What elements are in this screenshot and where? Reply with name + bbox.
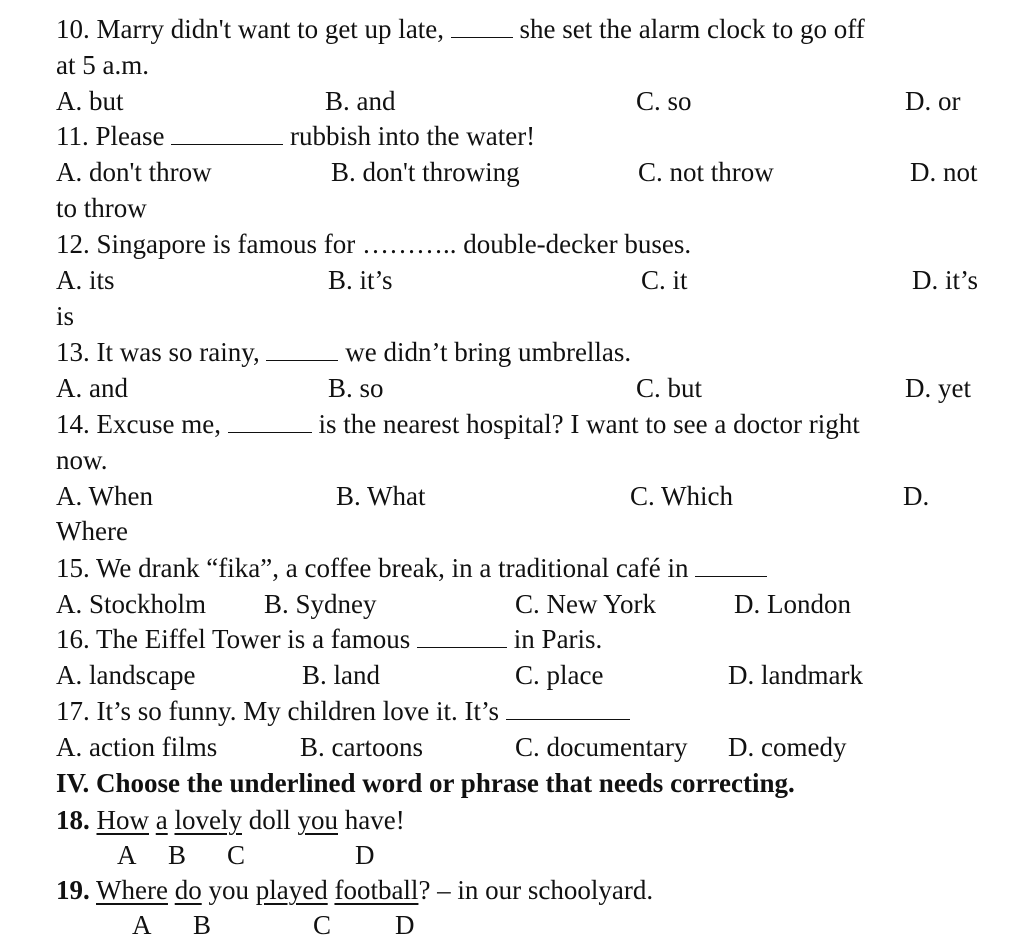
q17-option-b: B. cartoons	[300, 732, 423, 762]
q10-text-before-blank: 10. Marry didn't want to get up late,	[56, 14, 445, 44]
q18-underlined-d: you	[297, 805, 338, 835]
q13-text-after-blank: we didn’t bring umbrellas.	[345, 337, 632, 367]
q19-text-end: ? – in our schoolyard.	[418, 875, 654, 905]
q14-option-a: A. When	[56, 481, 153, 511]
q10-text-after-blank: she set the alarm clock to go off	[519, 14, 865, 44]
q17-option-c: C. documentary	[515, 732, 688, 762]
q16-option-a: A. landscape	[56, 660, 196, 690]
q18-letter-a: A	[117, 840, 137, 870]
q11-option-d: D. not	[910, 157, 978, 187]
q16-option-b: B. land	[302, 660, 380, 690]
q12-option-c: C. it	[641, 265, 688, 295]
q19-underlined-d: football	[334, 875, 419, 905]
q18-letter-d: D	[355, 840, 375, 870]
q15-option-c: C. New York	[515, 589, 657, 619]
q13-option-c: C. but	[636, 373, 703, 403]
q19-letter-a: A	[132, 910, 152, 940]
q18-underlined-b: a	[155, 805, 168, 835]
q16-option-c: C. place	[515, 660, 604, 690]
q11-text-before-blank: 11. Please	[56, 121, 165, 151]
q17-text: 17. It’s so funny. My children love it. It’s	[56, 696, 499, 726]
q10-blank	[451, 13, 513, 38]
q14-blank	[228, 408, 312, 433]
q10-option-c: C. so	[636, 86, 692, 116]
q14-option-d-wrap: Where	[56, 516, 128, 546]
q18-number: 18.	[56, 805, 90, 835]
question-18-stem	[56, 803, 405, 837]
q11-option-d-wrap: to throw	[56, 193, 147, 223]
q18-underlined-c: lovely	[174, 805, 242, 835]
q12-option-a: A. its	[56, 265, 115, 295]
question-15-stem	[56, 551, 767, 585]
q17-blank	[506, 695, 630, 720]
q10-option-b: B. and	[325, 86, 396, 116]
q12-option-d: D. it’s	[912, 265, 979, 295]
q14-text-before-blank: 14. Excuse me,	[56, 409, 221, 439]
q19-underlined-b: do	[174, 875, 202, 905]
q15-blank	[695, 552, 767, 577]
q10-option-a: A. but	[56, 86, 124, 116]
question-19-stem	[56, 873, 653, 907]
q13-option-d: D. yet	[905, 373, 971, 403]
q17-option-d: D. comedy	[728, 732, 847, 762]
q11-option-b: B. don't throwing	[331, 157, 520, 187]
q13-text-before-blank: 13. It was so rainy,	[56, 337, 260, 367]
question-13-stem	[56, 335, 631, 369]
q18-word: doll	[248, 805, 291, 835]
q14-option-d: D.	[903, 481, 930, 511]
q17-option-a: A. action films	[56, 732, 218, 762]
q14-option-b: B. What	[336, 481, 426, 511]
q12-option-b: B. it’s	[328, 265, 393, 295]
q16-text-before-blank: 16. The Eiffel Tower is a famous	[56, 624, 411, 654]
q13-option-b: B. so	[328, 373, 384, 403]
q11-option-a: A. don't throw	[56, 157, 212, 187]
q16-blank	[417, 623, 507, 648]
q12-option-d-wrap: is	[56, 301, 75, 331]
question-16-stem	[56, 622, 602, 656]
q18-word-end: have!	[344, 805, 405, 835]
q11-option-c: C. not throw	[638, 157, 774, 187]
q15-option-b: B. Sydney	[264, 589, 377, 619]
q19-underlined-a: Where	[96, 875, 168, 905]
q18-letter-b: B	[168, 840, 187, 870]
question-17-stem	[56, 694, 630, 728]
q19-letter-c: C	[313, 910, 332, 940]
q14-text-continued: now.	[56, 445, 108, 475]
q14-option-c: C. Which	[630, 481, 733, 511]
q16-text-after-blank: in Paris.	[513, 624, 603, 654]
q15-option-a: A. Stockholm	[56, 589, 207, 619]
q19-word: you	[208, 875, 249, 905]
q15-option-d: D. London	[734, 589, 851, 619]
q13-option-a: A. and	[56, 373, 128, 403]
q18-underlined-a: How	[96, 805, 149, 835]
q11-text-after-blank: rubbish into the water!	[289, 121, 536, 151]
q10-option-d: D. or	[905, 86, 961, 116]
q18-letter-c: C	[227, 840, 246, 870]
q14-text-after-blank: is the nearest hospital? I want to see a doctor right	[318, 409, 860, 439]
q11-blank	[171, 120, 283, 145]
q13-blank	[266, 336, 338, 361]
question-12-stem: 12. Singapore is famous for ……….. double-decker buses.	[56, 229, 692, 259]
q19-underlined-c: played	[255, 875, 328, 905]
q15-text: 15. We drank “fika”, a coffee break, in a traditional café in	[56, 553, 689, 583]
question-11-stem	[56, 119, 535, 153]
q16-option-d: D. landmark	[728, 660, 863, 690]
question-14-stem	[56, 407, 860, 441]
section-4-heading: IV. Choose the underlined word or phrase that needs correcting.	[56, 768, 795, 798]
q19-letter-d: D	[395, 910, 415, 940]
q19-number: 19.	[56, 875, 90, 905]
question-10-stem	[56, 12, 865, 46]
q10-text-continued: at 5 a.m.	[56, 50, 149, 80]
q19-letter-b: B	[193, 910, 212, 940]
